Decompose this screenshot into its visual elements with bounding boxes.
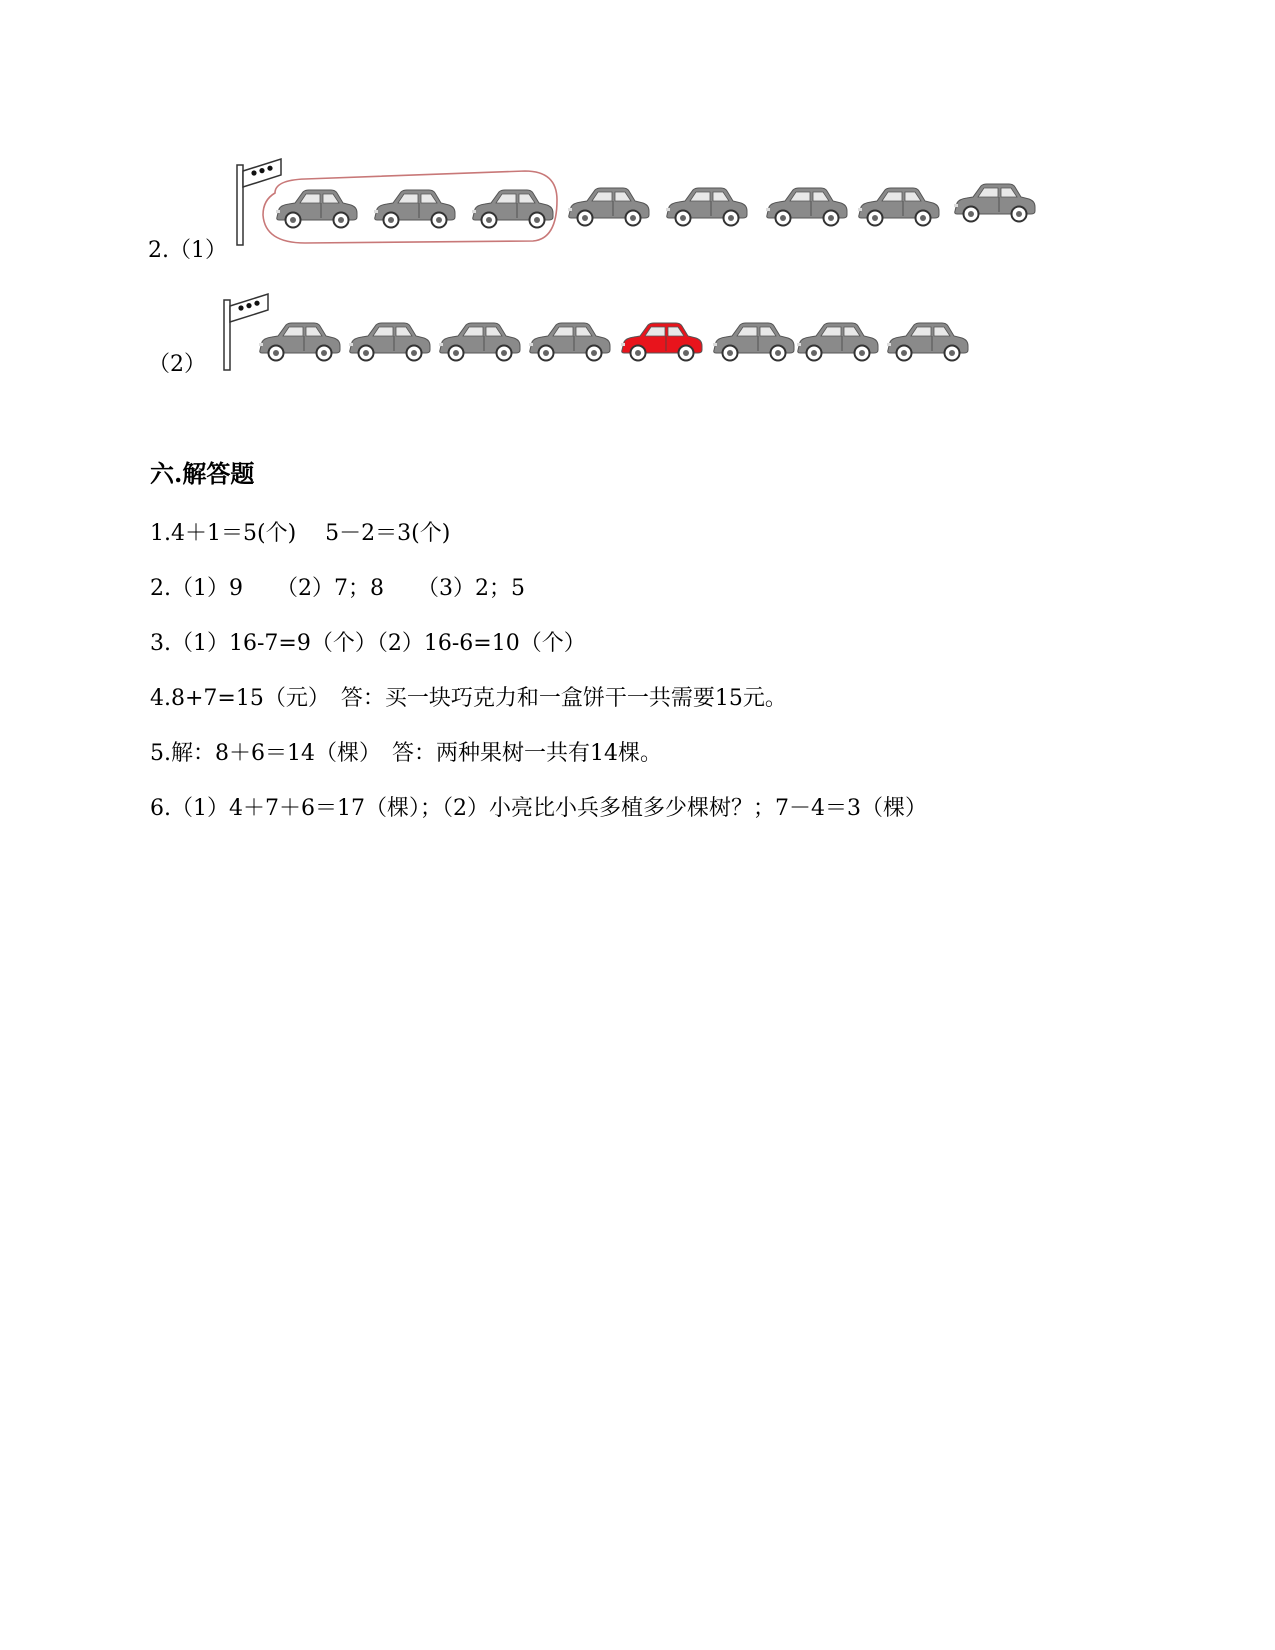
figure-1-label: 2.（1） [148,238,227,263]
figure-1-car-row [235,155,1055,250]
car-icon [954,184,1035,222]
answer-1: 1.4＋1＝5(个) 5－2＝3(个) [150,521,451,546]
answer-5: 5.解：8＋6＝14（棵） 答：两种果树一共有14棵。 [150,741,662,766]
section-title: 六.解答题 [150,459,255,488]
car-icon [666,188,747,226]
answer-2: 2.（1）9 （2）7；8 （3）2；5 [150,576,525,601]
car-icon [259,323,340,361]
car-icon [766,188,847,226]
answer-6: 6.（1）4＋7＋6＝17（棵）；（2）小亮比小兵多植多少棵树？；7－4＝3（棵） [150,796,927,821]
car-icon [713,323,794,361]
highlighted-car-icon [621,323,702,361]
car-icon [472,190,553,228]
car-icon [349,323,430,361]
figure-2-label: （2） [148,352,206,377]
signal-post-icon [237,159,281,245]
car-icon [529,323,610,361]
car-icon [858,188,939,226]
answer-3: 3.（1）16-7=9（个）（2）16-6=10（个） [150,631,586,656]
answer-4: 4.8+7=15（元） 答：买一块巧克力和一盒饼干一共需要15元。 [150,686,787,711]
car-icon [568,188,649,226]
car-icon [887,323,968,361]
figure-2-car-row [222,290,982,375]
car-icon [374,190,455,228]
car-icon [439,323,520,361]
car-icon [797,323,878,361]
car-icon [276,190,357,228]
signal-post-icon [224,294,268,370]
